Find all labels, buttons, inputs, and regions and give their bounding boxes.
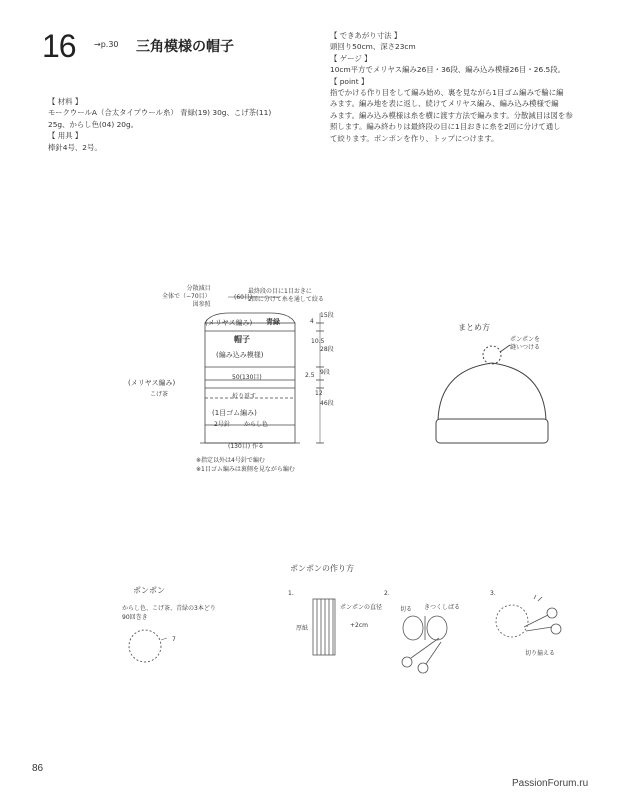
scissors-handle-4: [551, 624, 561, 634]
pompom-desc: [122, 604, 216, 622]
scissors-handle-1: [402, 657, 412, 667]
gauge-line: 10cm平方でメリヤス編み26目・36段、編み込み模様26目・26.5段。: [330, 65, 566, 75]
decrease-note: [162, 285, 211, 309]
step-3-number: 3.: [490, 590, 496, 597]
dim-1: 4: [310, 318, 314, 325]
scissors-handle-3: [547, 608, 557, 618]
mid-stitch-count: 50(130目): [232, 374, 262, 381]
dim-4-rows: 46段: [320, 400, 334, 407]
tools-line: 棒針4号、2号。: [48, 142, 102, 152]
dim-3-rows: 9段: [320, 369, 330, 376]
step-1-illustration: [305, 595, 345, 665]
pattern-number: 16: [42, 28, 76, 64]
dim-2: 10.5: [311, 338, 325, 345]
diagram-notes: [196, 456, 295, 474]
hat-crown: [438, 363, 546, 420]
materials-block: [48, 96, 318, 153]
finish-title: まとめ方: [458, 323, 490, 332]
pompom-label: ポンポン: [133, 586, 165, 595]
materials-heading: 【 材料 】: [48, 97, 83, 106]
dim-4: 12: [315, 390, 323, 397]
gauge-heading: 【 ゲージ 】: [330, 53, 372, 63]
materials-line-2: 25g、からし色(04) 20g。: [48, 119, 139, 129]
materials-line-1: モークウールA（合太タイプウール糸） 青緑(19) 30g、こげ茶(11): [48, 108, 272, 118]
point-line-2: みます。編み地を表に返し、続けてメリヤス編み、編み込み模様で編: [330, 99, 559, 109]
trimmed-pompom: [496, 605, 528, 637]
spec-block: [330, 30, 600, 144]
pompom-circle-illustration: [125, 628, 175, 668]
step-2-illustration: [395, 610, 465, 685]
finish-note-1: ポンポンを: [510, 336, 541, 343]
step-1-dim: ポンポンの直径: [340, 604, 383, 611]
needle-label: 2号針: [214, 421, 230, 428]
rib-label: (1目ゴム編み): [212, 409, 257, 417]
top-stitch-count: (60目): [234, 294, 253, 301]
step-2-number: 2.: [384, 590, 390, 597]
stockinette-top-label: (メリヤス編み): [205, 319, 253, 327]
color-rib-label: からし色: [244, 421, 269, 428]
top-note-2: 2回に分けて糸を通して絞る: [248, 296, 324, 303]
decrease-note-2: 全体で（−70目）: [162, 293, 211, 300]
yarn-bundle-left: [403, 616, 423, 640]
yarn-bundle-right: [427, 616, 447, 640]
pompom-desc-1: からし色、こげ茶、青緑の3本どり: [122, 605, 216, 612]
note-1: ※指定以外は4号針で編む: [196, 457, 265, 464]
note-2: ※1目ゴム編みは裏側を見ながら編む: [196, 466, 295, 473]
color-top-label: 青緑: [266, 318, 280, 326]
page-number: 86: [32, 763, 44, 774]
step-2-tie: きつくしばる: [424, 604, 461, 611]
hat-brim: [436, 419, 548, 443]
step-1-cardboard: 厚紙: [296, 625, 309, 632]
step-1-plus: +2cm: [350, 622, 368, 629]
pompom-desc-2: 90回巻き: [122, 614, 148, 621]
decrease-note-1: 分散減目: [186, 285, 211, 292]
color-left-label: こげ茶: [150, 391, 169, 398]
step-3-trim: 切り揃える: [525, 650, 556, 657]
tools-heading: 【 用具 】: [48, 131, 83, 141]
pattern-label: (編み込み模様): [216, 351, 264, 359]
point-line-4: 照します。編み終わりは最終段の目に1目おきに糸を2回に分けて通し: [330, 122, 561, 132]
pompom-icon: [483, 346, 501, 364]
point-line-1: 指でかける作り目をして編み始め、裏を見ながら1目ゴム編みで輪に編: [330, 88, 564, 98]
decrease-note-3: 図参照: [192, 301, 211, 308]
watermark: PassionForum.ru: [512, 778, 589, 789]
top-note-1: 最終段の目に1目おきに: [248, 288, 312, 295]
page-reference: →p.30: [94, 40, 119, 49]
cast-on-label: (130目) 作る: [228, 443, 265, 450]
scissors-handle-2: [418, 663, 428, 673]
top-note: [248, 288, 324, 304]
finished-hat-illustration: [430, 335, 570, 455]
step-1-number: 1.: [288, 590, 294, 597]
size-line: 頭回り50cm、深さ23cm: [330, 42, 416, 52]
point-heading: 【 point 】: [330, 76, 369, 86]
fold-label: 折り返す: [232, 393, 257, 400]
dim-2-rows: 28段: [320, 346, 334, 353]
finish-note-2: 縫いつける: [510, 344, 541, 351]
hat-label: 帽子: [234, 335, 250, 344]
stockinette-left-label: (メリヤス編み): [128, 379, 176, 387]
pattern-title: 三角模様の帽子: [136, 39, 234, 55]
step-2-cut: 切る: [400, 606, 413, 613]
point-line-5: て絞ります。ポンポンを作り、トップにつけます。: [330, 133, 499, 143]
dim-1-rows: 15段: [320, 312, 334, 319]
pompom-size-mark: 7: [172, 636, 176, 643]
dim-3: 2.5: [305, 372, 315, 379]
size-heading: 【 できあがり寸法 】: [330, 31, 402, 40]
point-line-3: みます。編み込み模様は糸を横に渡す方法で編みます。分散減目は図を参: [330, 110, 573, 120]
pompom-section-title: ポンポンの作り方: [290, 564, 354, 573]
